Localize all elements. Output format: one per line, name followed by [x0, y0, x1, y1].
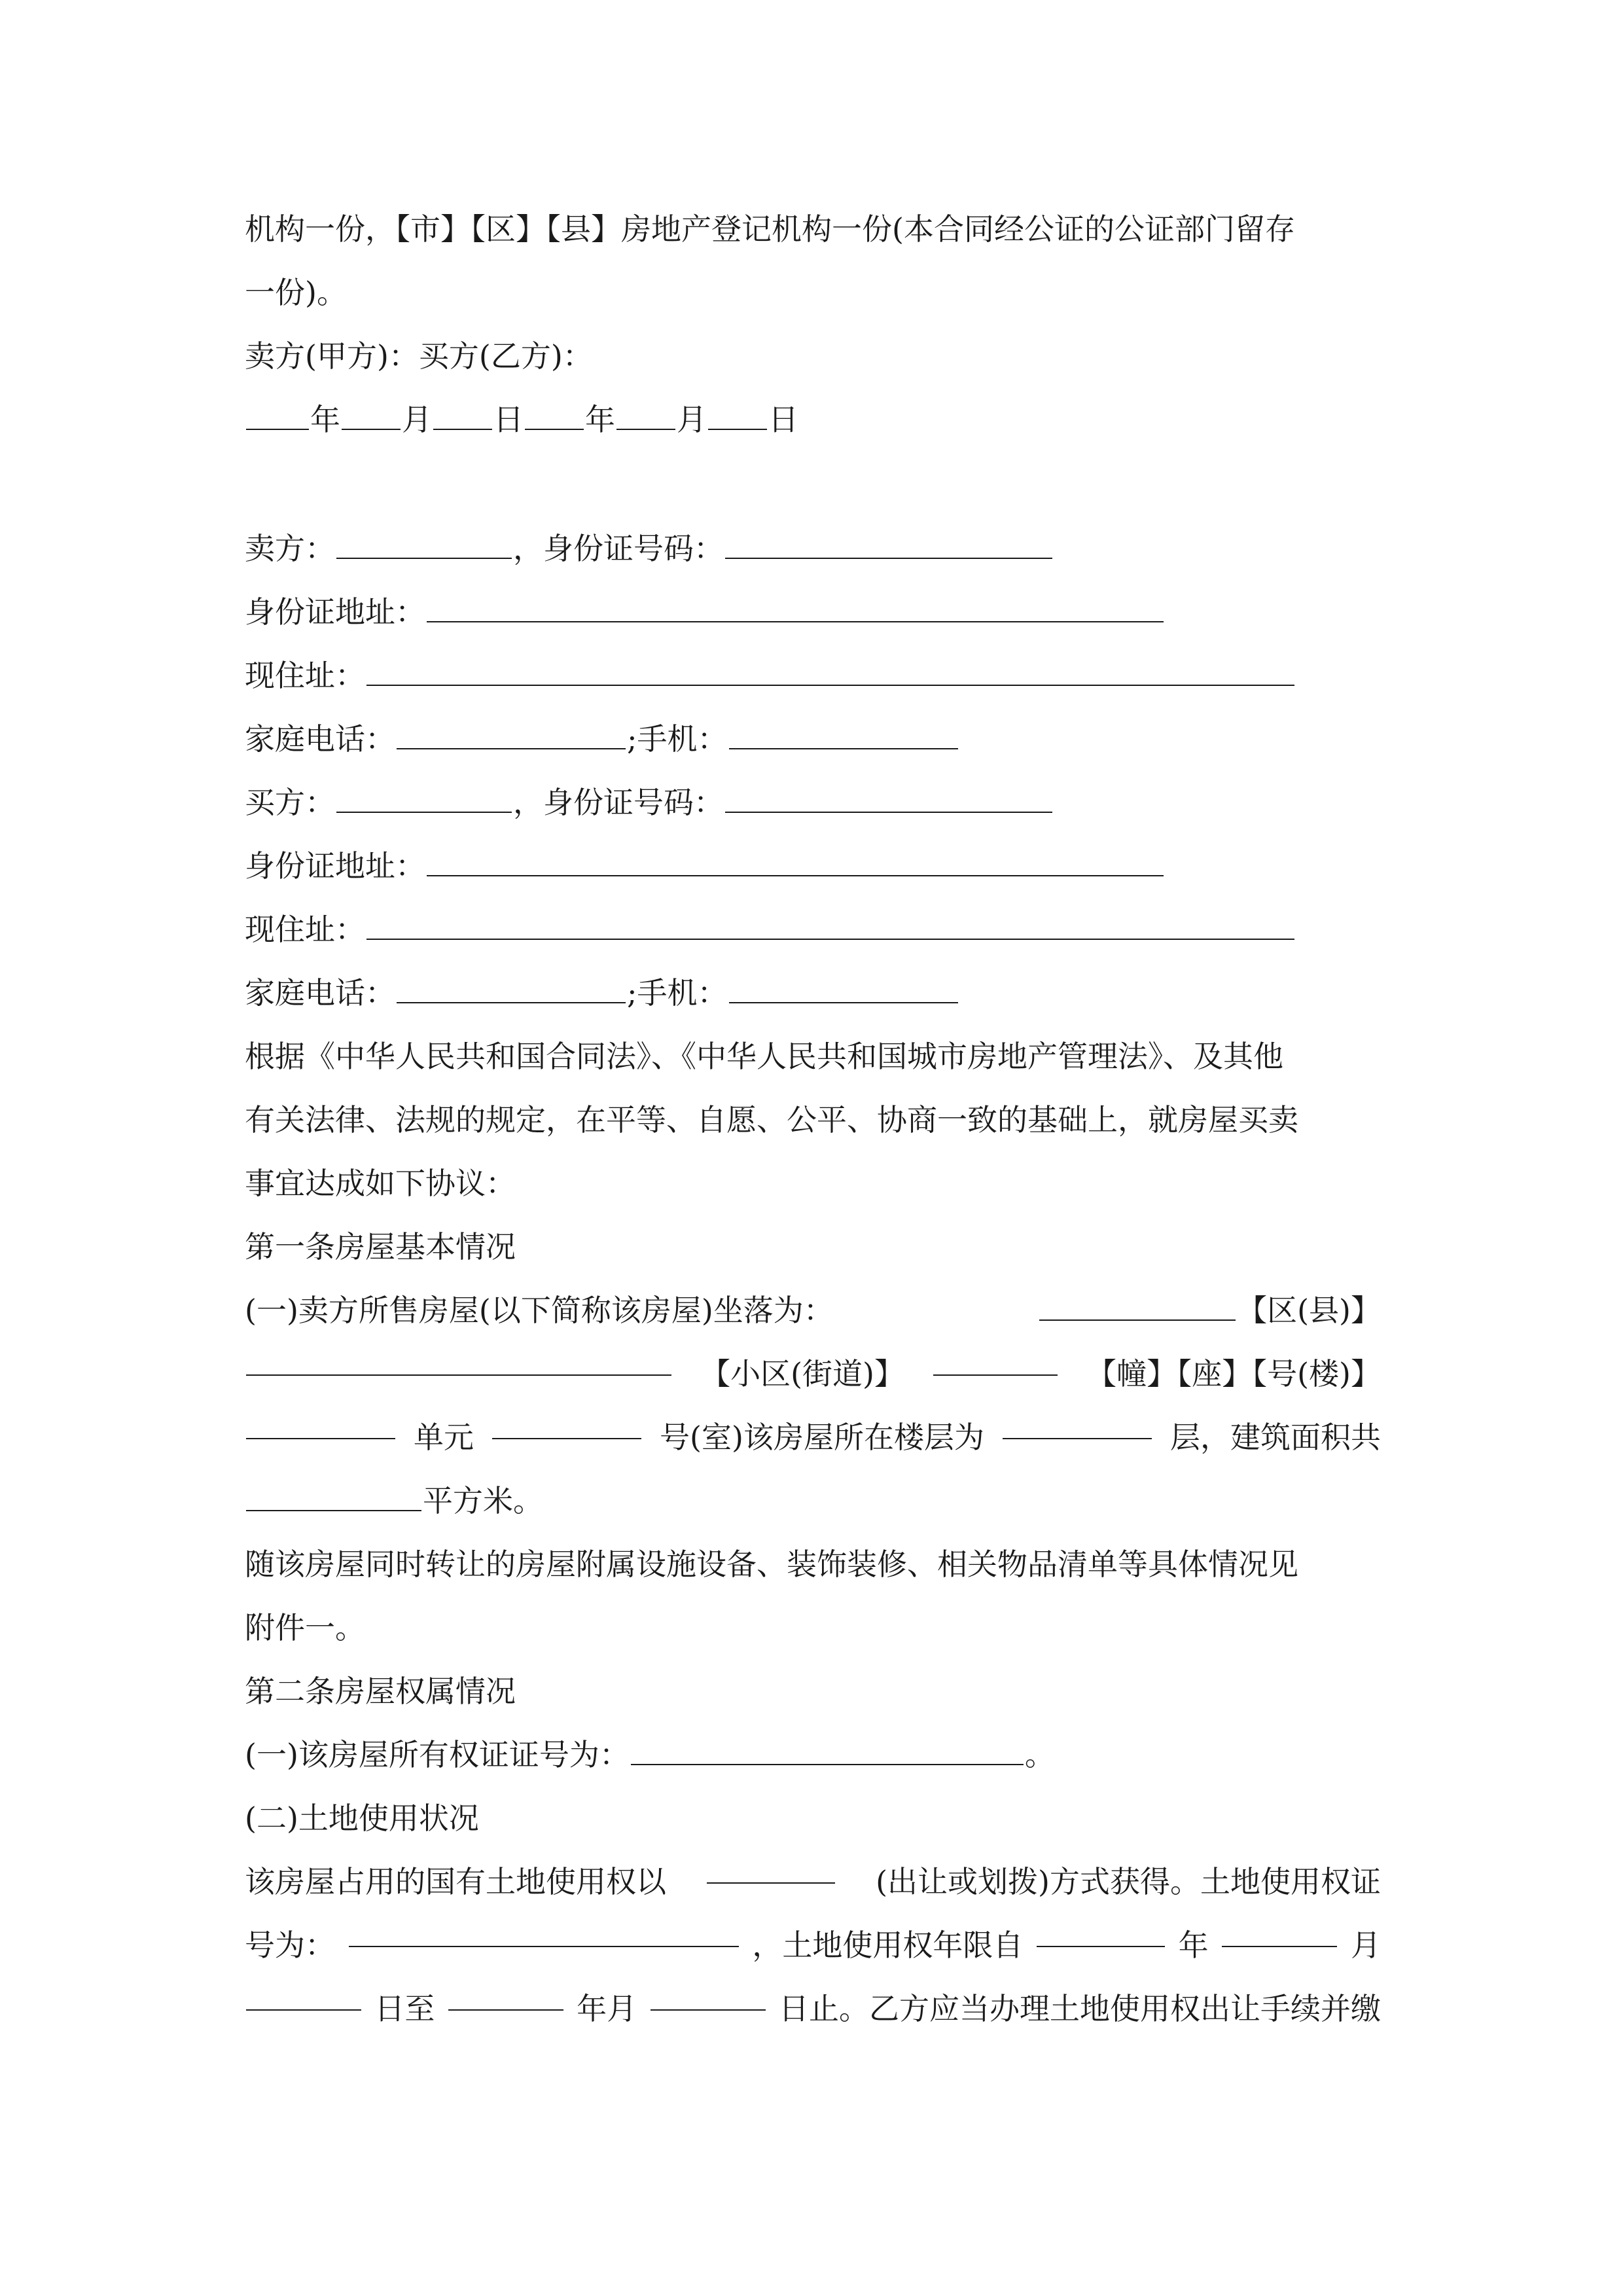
year-label: 年 [585, 402, 615, 437]
buyer-phone-line [245, 963, 1381, 1022]
seller-mobile-label: ;手机： [627, 721, 728, 757]
text-line [245, 1408, 1381, 1467]
land-text: 号为： [245, 1928, 335, 1963]
seller-label: 卖方： [245, 531, 335, 566]
period: 。 [1024, 1737, 1055, 1772]
text-line [245, 1789, 1381, 1848]
text-line [245, 1154, 1381, 1213]
building-label: 【幢】【座】【号(楼)】 [1086, 1356, 1381, 1391]
day-label: 日 [768, 402, 798, 437]
date-line [245, 390, 1381, 449]
text-line [245, 263, 1381, 322]
seller-phone-line [245, 709, 1381, 768]
text-line [245, 1598, 1381, 1657]
buyer-label: 买方： [245, 785, 335, 820]
land-text: 日至 [374, 1991, 435, 2026]
buyer-cur-line [245, 900, 1381, 959]
text-line [245, 1471, 1381, 1530]
start-month-field[interactable] [1222, 1916, 1337, 1947]
attachment-text: 附件一。 [245, 1610, 365, 1645]
seller-phone-label: 家庭电话： [245, 721, 395, 757]
buyer-mobile-label: ;手机： [627, 975, 728, 1011]
text-line [245, 1090, 1381, 1149]
room-label: 号(室)该房屋所在楼层为 [660, 1420, 984, 1455]
parties-label: 卖方(甲方)：买方(乙方)： [245, 338, 593, 374]
seller-line [245, 519, 1381, 578]
buyer-cur-field[interactable] [366, 908, 1294, 940]
district-label: 【区(县)】 [1237, 1293, 1381, 1328]
location-label: (一)卖方所售房屋(以下简称该房屋)坐落为： [245, 1293, 834, 1328]
area-field[interactable] [246, 1480, 421, 1511]
text-l1: 机构一份，【市】【区】【县】房地产登记机构一份(本合同经公证的公证部门留存 [245, 211, 1295, 247]
land-cert-field[interactable] [349, 1916, 739, 1947]
seller-addr-label: 身份证地址： [245, 594, 425, 630]
month-label: 月 [677, 402, 707, 437]
text-line [245, 1852, 1381, 1911]
buyer-line [245, 773, 1381, 832]
buyer-addr-label: 身份证地址： [245, 848, 425, 884]
start-day-field[interactable] [246, 1979, 361, 2011]
sqm-label: 平方米。 [423, 1483, 543, 1518]
blank-month[interactable] [342, 399, 401, 430]
day-label: 日 [493, 402, 524, 437]
text-line [245, 1725, 1381, 1784]
buyer-cur-label: 现住址： [245, 912, 365, 947]
area-label: 层，建筑面积共 [1169, 1420, 1381, 1455]
seller-cur-line [245, 646, 1381, 705]
month-label: 月 [402, 402, 432, 437]
buyer-addr-field[interactable] [427, 845, 1164, 876]
acquire-method-field[interactable] [707, 1852, 835, 1884]
seller-cur-field[interactable] [366, 655, 1294, 686]
attachment-text: 随该房屋同时转让的房屋附属设施设备、装饰装修、相关物品清单等具体情况见 [245, 1547, 1298, 1582]
text-line [245, 1281, 1381, 1340]
blank-day[interactable] [708, 399, 767, 430]
year-label: 年 [1178, 1928, 1209, 1963]
start-year-field[interactable] [1037, 1916, 1165, 1947]
unit-field[interactable] [246, 1408, 395, 1439]
blank-month[interactable] [616, 399, 675, 430]
seller-name-field[interactable] [336, 528, 512, 559]
article-2-heading: 第二条房屋权属情况 [245, 1674, 516, 1709]
year-label: 年 [310, 402, 340, 437]
text-line [245, 1916, 1381, 1975]
land-text: 年月 [577, 1991, 637, 2026]
text-line [245, 1344, 1381, 1403]
land-text: 该房屋占用的国有土地使用权以 [245, 1864, 666, 1899]
unit-label: 单元 [414, 1420, 474, 1455]
community-label: 【小区(街道)】 [700, 1356, 904, 1391]
article-heading [245, 1662, 1381, 1721]
land-text: (出让或划拨)方式获得。土地使用权证 [876, 1864, 1381, 1899]
seller-id-label: ，身份证号码： [513, 531, 724, 566]
article-heading [245, 1217, 1381, 1276]
buyer-id-label: ，身份证号码： [513, 785, 724, 820]
buyer-phone-label: 家庭电话： [245, 975, 395, 1011]
end-year-field[interactable] [448, 1979, 563, 2011]
seller-addr-field[interactable] [427, 591, 1164, 622]
basis-text: 有关法律、法规的规定，在平等、自愿、公平、协商一致的基础上，就房屋买卖 [245, 1102, 1298, 1138]
text-line [245, 200, 1381, 259]
text-l2: 一份)。 [245, 275, 347, 310]
cert-label: (一)该房屋所有权证证号为： [245, 1737, 630, 1772]
room-field[interactable] [492, 1408, 641, 1439]
text-line [245, 1027, 1381, 1086]
blank-day[interactable] [433, 399, 492, 430]
text-line [245, 1979, 1381, 2038]
seller-mobile-field[interactable] [729, 718, 958, 749]
street-field[interactable] [246, 1344, 671, 1376]
basis-text: 根据《中华人民共和国合同法》、《中华人民共和国城市房地产管理法》、及其他 [245, 1039, 1283, 1074]
basis-text: 事宜达成如下协议： [245, 1166, 516, 1201]
land-text: 日止。乙方应当办理土地使用权出让手续并缴 [778, 1991, 1381, 2026]
blank-year[interactable] [246, 399, 309, 430]
land-text: ，土地使用权年限自 [752, 1928, 1024, 1963]
seller-id-field[interactable] [725, 528, 1052, 559]
buyer-mobile-field[interactable] [729, 972, 958, 1003]
document-page [245, 0, 1381, 2296]
land-heading: (二)土地使用状况 [245, 1801, 479, 1836]
blank-year[interactable] [525, 399, 584, 430]
article-1-heading: 第一条房屋基本情况 [245, 1229, 516, 1265]
month-label: 月 [1350, 1928, 1381, 1963]
floor-field[interactable] [1003, 1408, 1152, 1439]
text-line [245, 1535, 1381, 1594]
text-line [245, 327, 1381, 386]
buyer-name-field[interactable] [336, 781, 512, 813]
building-field[interactable] [933, 1344, 1058, 1376]
buyer-phone-field[interactable] [397, 972, 626, 1003]
cert-field[interactable] [631, 1734, 1024, 1765]
buyer-id-field[interactable] [725, 781, 1052, 813]
seller-phone-field[interactable] [397, 718, 626, 749]
district-field[interactable] [1039, 1289, 1236, 1321]
buyer-addr-line [245, 836, 1381, 895]
seller-addr-line [245, 583, 1381, 641]
end-day-field[interactable] [651, 1979, 766, 2011]
seller-cur-label: 现住址： [245, 658, 365, 693]
